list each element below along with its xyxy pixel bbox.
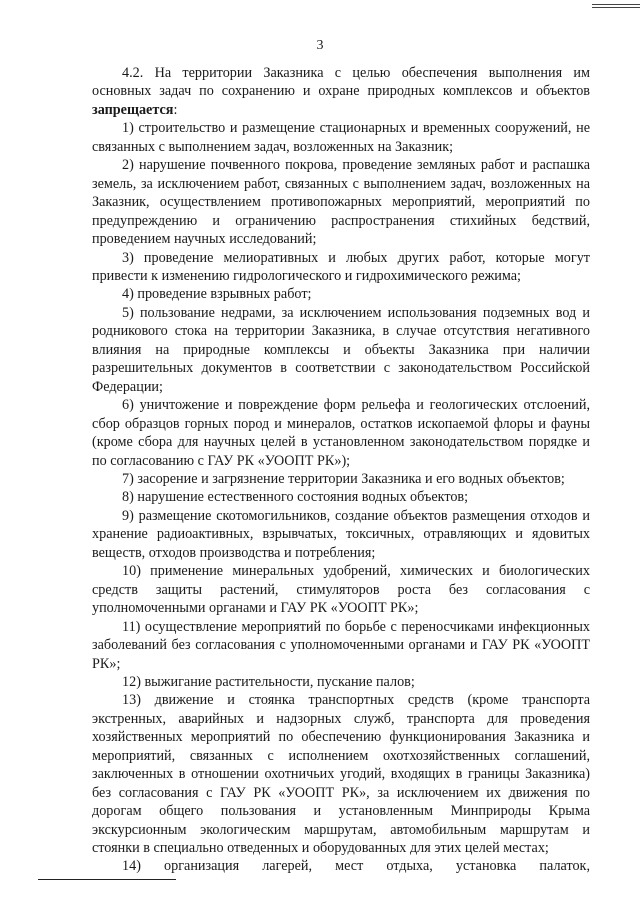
list-item-1: 1) строительство и размещение стационарных и временных сооружений, не связанных с выполнением задач, возложенных на Заказник; bbox=[92, 120, 590, 155]
footnote-separator bbox=[38, 879, 176, 880]
list-item-4: 4) проведение взрывных работ; bbox=[122, 286, 312, 303]
list-item-11: 11) осуществление мероприятий по борьбе с переносчиками инфекционных заболеваний без согласования с уполномоченными органами и ГАУ РК «УООПТ РК»; bbox=[92, 618, 590, 672]
page-number: 3 bbox=[316, 38, 324, 53]
section-intro-emphasis: запрещается bbox=[92, 101, 174, 118]
document-body bbox=[92, 64, 590, 876]
list-item-10: 10) применение минеральных удобрений, химических и биологических средств защиты растений, стимуляторов роста без согласования с уполномоченными органами и ГАУ РК «УООПТ РК»; bbox=[92, 563, 590, 617]
list-item-6: 6) уничтожение и повреждение форм рельефа и геологических отслоений, сбор образцов горных пород и минералов, остатков ископаемой флоры и фауны (кроме сбора для научных целей в установленном законодательством порядке и по согласованию с ГАУ РК «УООПТ РК»); bbox=[92, 397, 590, 469]
list-item-7: 7) засорение и загрязнение территории Заказника и его водных объектов; bbox=[122, 470, 565, 487]
list-item-13: 13) движение и стоянка транспортных средств (кроме транспорта экстренных, аварийных и надзорных служб, транспорта для проведения хозяйственных мероприятий по обеспечению функционирования Заказника и мероприятий, связанных с исполнением охотхозяйственных соглашений, заключенных в отношении охотничьих угодий, входящих в границы Заказника) без согласования с ГАУ РК «УООПТ РК», за исключением их движения по дорогам общего пользования и установленным Минприроды Крыма экскурсионным экологическим маршрутам, автомобильным маршрутам и стоянки в специально отведенных и оборудованных для этих целей местах; bbox=[92, 692, 590, 857]
section-intro-text: 4.2. На территории Заказника с целью обеспечения выполнения им основных задач по сохранению и охране природных комплексов и объектов bbox=[92, 65, 590, 100]
list-item-8: 8) нарушение естественного состояния водных объектов; bbox=[122, 489, 469, 506]
list-item-9: 9) размещение скотомогильников, создание объектов размещения отходов и хранение радиоактивных, взрывчатых, токсичных, отравляющих и ядовитых веществ, отходов производства и потребления; bbox=[92, 507, 590, 561]
section-intro-tail: : bbox=[173, 101, 178, 118]
list-item-3: 3) проведение мелиоративных и любых других работ, которые могут привести к изменению гидрологического и гидрохимического режима; bbox=[92, 249, 590, 284]
list-item-14: 14) организация лагерей, мест отдыха, установка палаток, bbox=[122, 858, 590, 875]
corner-mark bbox=[592, 4, 640, 8]
list-item-12: 12) выжигание растительности, пускание палов; bbox=[122, 673, 415, 690]
list-item-2: 2) нарушение почвенного покрова, проведение земляных работ и распашка земель, за исключением работ, связанных с выполнением задач, возложенных на Заказник, осуществлением противопожарных мероприятий, мероприятий по предупреждению и ограничению распространения стихийных бедствий, проведением научных исследований; bbox=[92, 157, 590, 248]
list-item-5: 5) пользование недрами, за исключением использования подземных вод и родникового стока на территории Заказника, в случае отсутствия негативного влияния на природные комплексы и объекты Заказника при наличии разрешительных документов в соответствии с законодательством Российской Федерации; bbox=[92, 304, 590, 395]
section-intro bbox=[92, 64, 590, 119]
